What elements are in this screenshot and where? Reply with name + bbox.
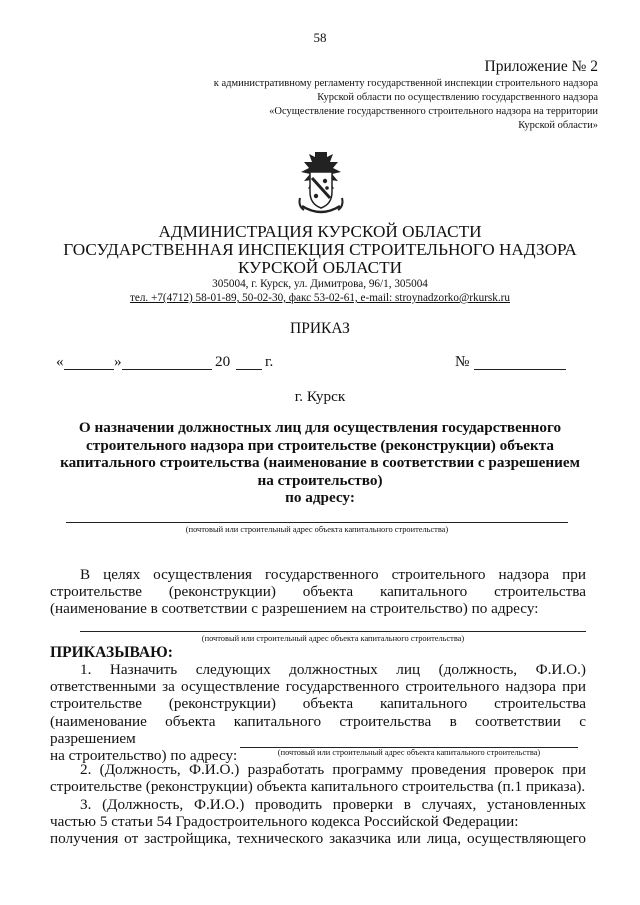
coat-of-arms-emblem: [288, 148, 354, 218]
appendix-line: к административному регламенту государственной инспекции строительного надзора: [213, 78, 598, 89]
order-item-3: [50, 796, 586, 848]
org-name-line: КУРСКОЙ ОБЛАСТИ: [237, 258, 403, 277]
order-subject: [40, 419, 600, 507]
city: г. Курск: [294, 388, 346, 405]
appendix-note: [120, 77, 598, 133]
item-line: ответственными за осуществление государственного строительного надзора при: [50, 678, 586, 696]
date-open-quote: «: [56, 353, 64, 370]
appendix-line: «Осуществление государственного строительного надзора на территории: [269, 106, 598, 117]
date-year-suffix: г.: [265, 353, 274, 370]
number-blank: [474, 369, 566, 370]
page-number: 58: [313, 30, 327, 45]
appendix-line: Курской области»: [518, 120, 598, 131]
item-line: 1. Назначить следующих должностных лиц (должность, Ф.И.О.): [80, 661, 586, 678]
order-item-2: [50, 761, 586, 795]
address-caption: (почтовый или строительный адрес объекта капитального строительства): [185, 525, 449, 534]
item-line: 3. (Должность, Ф.И.О.) проводить проверки в случаях, установленных: [80, 796, 586, 813]
item-line: (наименование объекта капитального строительства в соответствии с разрешением: [50, 712, 586, 747]
appendix-line: Курской области по осуществлению государственного надзора: [317, 92, 598, 103]
item-line: строительстве (реконструкции) объекта капитального строительства: [50, 695, 586, 713]
date-close-quote: »: [114, 353, 122, 370]
date-month-blank: [122, 369, 212, 370]
address-caption: (почтовый или строительный адрес объекта капитального строительства): [201, 634, 465, 643]
subject-line: строительного надзора при строительстве (реконструкции) объекта: [85, 436, 555, 454]
preamble: [50, 566, 586, 618]
org-name-line: АДМИНИСТРАЦИЯ КУРСКОЙ ОБЛАСТИ: [158, 222, 482, 241]
address-field-line: [80, 631, 586, 632]
order-word: ПРИКАЗЫВАЮ:: [50, 644, 173, 661]
item-line: частью 5 статьи 54 Градостроительного кодекса Российской Федерации:: [50, 813, 519, 831]
subject-line: по адресу:: [285, 489, 355, 506]
preamble-line: (наименование в соответствии с разрешением на строительство) по адресу:: [50, 600, 539, 618]
item-line: на строительство) по адресу:: [50, 747, 238, 765]
org-name-line: ГОСУДАРСТВЕННАЯ ИНСПЕКЦИЯ СТРОИТЕЛЬНОГО НАДЗОРА: [63, 240, 577, 259]
item-line: строительстве (реконструкции) объекта капитального строительства (п.1 приказа).: [50, 778, 586, 796]
doc-type: ПРИКАЗ: [290, 320, 350, 337]
date-year-prefix: 20: [215, 353, 231, 370]
org-contacts: тел. +7(4712) 58-01-89, 50-02-30, факс 53-02-61, e-mail: stroynadzorko@rkursk.ru: [130, 292, 510, 304]
subject-line: на строительство): [257, 471, 383, 489]
appendix-title: Приложение № 2: [484, 58, 598, 75]
address-field-line: [66, 522, 568, 523]
subject-line: О назначении должностных лиц для осуществления государственного: [78, 419, 562, 436]
date-year-blank: [236, 369, 262, 370]
item-line: 2. (Должность, Ф.И.О.) разработать программу проведения проверок при: [80, 761, 586, 778]
preamble-line: строительстве (реконструкции) объекта капитального строительства: [50, 583, 586, 601]
subject-line: капитального строительства (наименование в соответствии с разрешением: [60, 454, 580, 471]
preamble-line: В целях осуществления государственного строительного надзора при: [80, 566, 586, 583]
date-day-blank: [64, 369, 114, 370]
number-sign: №: [455, 353, 470, 370]
address-caption: (почтовый или строительный адрес объекта капитального строительства): [277, 748, 541, 757]
org-address: 305004, г. Курск, ул. Димитрова, 96/1, 305004: [212, 278, 428, 290]
item-line: получения от застройщика, технического заказчика или лица, осуществляющего: [50, 830, 586, 848]
